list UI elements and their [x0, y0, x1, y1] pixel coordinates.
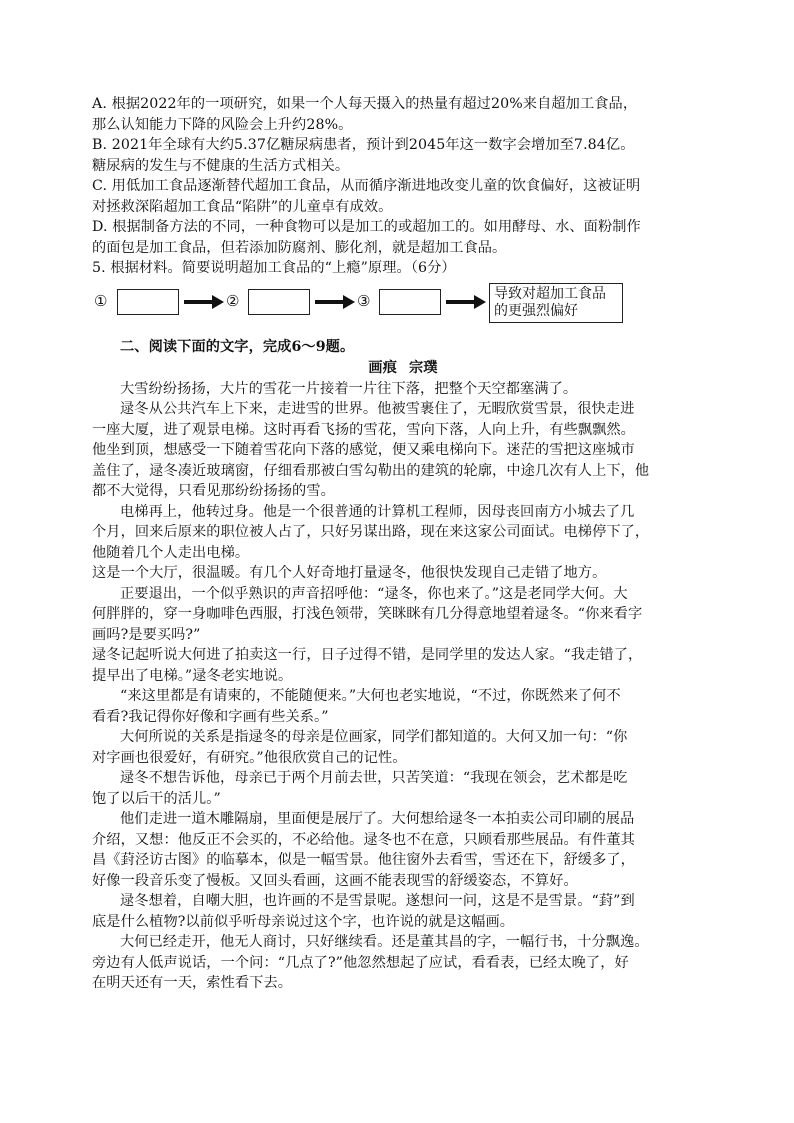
story-author: 宗璞	[409, 360, 438, 376]
step-number: ②	[226, 291, 240, 310]
story-line: 在明天还有一天，索性看下去。	[92, 975, 293, 991]
story-line: 个月，回来后原来的职位被人占了，只好另谋出路，现在来这家公司面试。电梯停下了，	[92, 524, 650, 540]
story-line: 一座大厦，进了观景电梯。这时再看飞扬的雪花，雪向下落，人向上升，有些飘飘然。	[92, 421, 635, 438]
story-line: 好像一段音乐变了慢板。又回头看画，这画不能表现雪的舒缓姿态，不算好。	[92, 872, 578, 889]
step-number: ①	[94, 291, 108, 310]
step-number: ③	[357, 291, 371, 310]
story-title-line	[92, 358, 714, 379]
story-title: 画痕	[368, 360, 397, 376]
story-line: 旁边有人低声说话，一个问：“几点了?”他忽然想起了应试，看看表，已经太晚了，好	[92, 954, 629, 971]
arrow-right-icon	[446, 295, 486, 309]
story-line: 盖住了，逯冬凑近玻璃窗，仔细看那被白雪勾勒出的建筑的轮廓，中途几次有人上下，他	[92, 462, 650, 479]
story-line: 介绍，又想：他反正不会买的，不必给他。逯冬也不在意，只顾看那些展品。有件董其	[92, 831, 635, 848]
story-line: 他们走进一道木雕隔扇，里面便是展厅了。大何想给逯冬一本拍卖公司印刷的展品	[120, 811, 635, 827]
answer-box-2[interactable]	[248, 289, 310, 315]
story-line: 逯冬从公共汽车上下来，走进雪的世界。他被雪裹住了，无暇欣赏雪景，很快走进	[120, 401, 635, 417]
story-line: 都不大觉得，只看见那纷纷扬扬的雪。	[92, 483, 335, 499]
arrow-right-icon	[184, 295, 224, 309]
story-line: 提早出了电梯。”逯冬老实地说。	[92, 667, 293, 684]
option-line: A. 根据2022年的一项研究，如果一个人每天摄入的热量有超过20%来自超加工食品，	[92, 96, 638, 112]
story-line: 逯冬想着，自嘲大胆，也许画的不是雪景呢。遂想问一问，这是不是雪景。“葑”到	[120, 893, 635, 909]
story-line: 这是一个大厅，很温暖。有几个人好奇地打量逯冬，他很快发现自己走错了地方。	[92, 565, 607, 581]
story-body	[92, 379, 714, 994]
story-line: 大何已经走开，他无人商讨，只好继续看。还是董其昌的字，一幅行书，十分飘逸。	[120, 934, 649, 950]
result-line: 的更强烈偏好	[494, 302, 578, 319]
story-line: 画吗?是要买吗?”	[92, 626, 201, 643]
story-line: 电梯再上，他转过身。他是一个很普通的计算机工程师，因母丧回南方小城去了几	[120, 503, 635, 520]
answer-options	[92, 94, 714, 258]
story-line: 他随着几个人走出电梯。	[92, 544, 250, 561]
document-page	[92, 94, 714, 994]
story-line: 何胖胖的，穿一身咖啡色西服，打浅色领带，笑眯眯有几分得意地望着逯冬。“你来看字	[92, 606, 643, 622]
story-line: 大雪纷纷扬扬，大片的雪花一片接着一片往下落，把整个天空都塞满了。	[120, 380, 578, 397]
story-line: 对字画也很爱好，有研究。”他很欣赏自己的记性。	[92, 749, 407, 766]
option-line: C. 用低加工食品逐渐替代超加工食品，从而循序渐进地改变儿童的饮食偏好，这被证明	[92, 178, 641, 194]
option-line: D. 根据制备方法的不同，一种食物可以是加工的或超加工的。如用酵母、水、面粉制作	[92, 219, 641, 235]
story-line: 底是什么植物?以前似乎听母亲说过这个字，也许说的就是这幅画。	[92, 913, 515, 930]
option-line: 那么认知能力下降的风险会上升约28%。	[92, 116, 353, 133]
option-line: 的面包是加工食品，但若添加防腐剂、膨化剂，就是超加工食品。	[92, 239, 507, 256]
flow-diagram	[92, 283, 714, 329]
section-heading: 二、阅读下面的文字，完成6～9题。	[120, 338, 355, 355]
question-5: 5. 根据材料。简要说明超加工食品的“上瘾”原理。（6分）	[92, 260, 456, 276]
story-line: 逯冬记起听说大何进了拍卖这一行，日子过得不错，是同学里的发达人家。“我走错了，	[92, 647, 643, 663]
story-line: 饱了以后干的活儿。”	[92, 790, 221, 807]
arrow-right-icon	[315, 295, 355, 309]
story-line: “来这里都是有请柬的，不能随便来。”大何也老实地说，“不过，你既然来了何不	[120, 688, 621, 704]
story-line: 看看?我记得你好像和字画有些关系。”	[92, 708, 329, 725]
story-line: 逯冬不想告诉他，母亲已于两个月前去世，只苦笑道：“我现在领会，艺术都是吃	[120, 770, 628, 786]
option-line: B. 2021年全球有大约5.37亿糖尿病患者，预计到2045年这一数字会增加至7.84亿。	[92, 137, 635, 153]
story-line: 昌《葑泾访古图》的临摹本，似是一幅雪景。他往窗外去看雪，雪还在下，舒缓多了，	[92, 852, 635, 868]
result-line: 导致对超加工食品	[494, 285, 606, 302]
story-line: 他坐到顶，想感受一下随着雪花向下落的感觉，便又乘电梯向下。迷茫的雪把这座城市	[92, 442, 635, 458]
story-line: 正要退出，一个似乎熟识的声音招呼他：“逯冬，你也来了。”这是老同学大何。大	[120, 585, 628, 602]
result-box	[489, 283, 623, 323]
option-line: 糖尿病的发生与不健康的生活方式相关。	[92, 157, 350, 174]
answer-box-1[interactable]	[117, 289, 179, 315]
story-line: 大何所说的关系是指逯冬的母亲是位画家，同学们都知道的。大何又加一句：“你	[120, 729, 628, 745]
answer-box-3[interactable]	[379, 289, 441, 315]
option-line: 对拯救深陷超加工食品“陷阱”的儿童卓有成效。	[92, 198, 393, 215]
